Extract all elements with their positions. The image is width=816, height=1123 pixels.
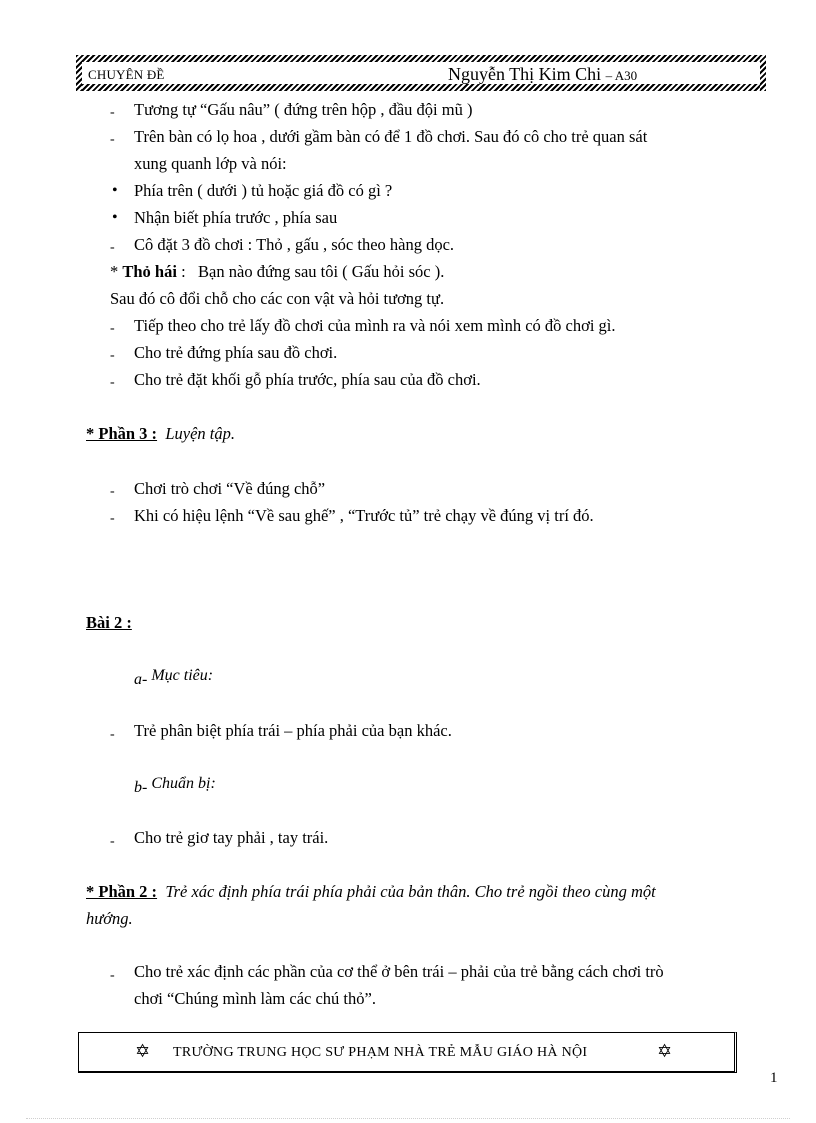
text-line: Phía trên ( dưới ) tủ hoặc giá đồ có gì ? [134, 181, 393, 200]
tho-hai-line [110, 262, 444, 282]
author-name: Nguyễn Thị Kim Chi [448, 64, 602, 84]
dash-marker: - [110, 484, 115, 499]
dash-marker: - [110, 132, 115, 147]
bullet-marker: • [112, 182, 118, 199]
text-line: Cho trẻ giơ tay phải , tay trái. [134, 828, 329, 847]
asterisk: * [110, 262, 123, 281]
school-name: TRƯỜNG TRUNG HỌC SƯ PHẠM NHÀ TRẺ MẪU GIÁO HÀ NỘI [173, 1045, 588, 1060]
text-line: Cho trẻ đặt khối gỗ phía trước, phía sau của đồ chơi. [134, 370, 481, 389]
class-code: – A30 [605, 68, 638, 83]
text-line: Cô đặt 3 đồ chơi : Thỏ , gấu , sóc theo hàng dọc. [134, 235, 455, 254]
header-hatch-left [76, 55, 82, 91]
subheading-letter: b- [134, 779, 148, 796]
text-line: Cho trẻ xác định các phần của cơ thể ở bên trái – phải của trẻ bằng cách chơi trò [134, 962, 664, 981]
text-line: Tiếp theo cho trẻ lấy đồ chơi của mình ra và nói xem mình có đồ chơi gì. [134, 316, 616, 335]
star-of-david-icon: ✡ [657, 1041, 673, 1061]
subheading-letter: a- [134, 671, 148, 688]
text-line: Trẻ phân biệt phía trái – phía phải của bạn khác. [134, 721, 452, 740]
text-line: Chơi trò chơi “Về đúng chỗ” [134, 479, 326, 498]
dash-marker: - [110, 105, 115, 120]
dash-marker: - [110, 834, 115, 849]
lesson-heading: Bài 2 : [86, 613, 132, 632]
colon: : [176, 262, 186, 281]
dash-marker: - [110, 968, 115, 983]
text-line: hướng. [86, 909, 133, 928]
section-label: * Phần 3 : [86, 424, 158, 443]
dash-marker: - [110, 727, 115, 742]
dash-marker: - [110, 348, 115, 363]
subheading-text: Chuẩn bị: [151, 775, 216, 792]
text-line: Sau đó cô đổi chỗ cho các con vật và hỏi tương tự. [110, 289, 445, 308]
text-line: chơi “Chúng mình làm các chú thỏ”. [134, 989, 376, 1008]
text-line: Tương tự “Gấu nâu” ( đứng trên hộp , đầu đội mũ ) [134, 100, 473, 119]
section-phan-3 [86, 424, 235, 444]
section-label: * Phần 2 : [86, 882, 158, 901]
header-topic: CHUYÊN ĐỀ [88, 67, 165, 82]
dash-marker: - [110, 240, 115, 255]
page-header [76, 55, 766, 91]
dash-marker: - [110, 321, 115, 336]
page-footer [78, 1032, 737, 1073]
section-title: Luyện tập. [165, 424, 235, 443]
star-of-david-icon: ✡ [135, 1041, 151, 1061]
text-line: Khi có hiệu lệnh “Về sau ghế” , “Trước tủ” trẻ chạy về đúng vị trí đó. [134, 506, 594, 525]
page-number: 1 [770, 1070, 778, 1086]
section-title: Trẻ xác định phía trái phía phải của bản thân. Cho trẻ ngồi theo cùng một [165, 882, 656, 901]
section-phan-2 [86, 882, 656, 902]
dash-marker: - [110, 375, 115, 390]
tho-hai-label: Thỏ hái [122, 262, 177, 281]
header-author [448, 64, 637, 85]
text-line: Cho trẻ đứng phía sau đồ chơi. [134, 343, 338, 362]
dash-marker: - [110, 511, 115, 526]
text-line: Nhận biết phía trước , phía sau [134, 208, 338, 227]
bullet-marker: • [112, 209, 118, 226]
subheading-text: Mục tiêu: [151, 667, 214, 684]
text-line: Trên bàn có lọ hoa , dưới gầm bàn có để 1 đồ chơi. Sau đó cô cho trẻ quan sát [134, 127, 648, 146]
header-hatch-bottom [76, 84, 766, 91]
header-hatch-right [760, 55, 766, 91]
header-hatch-top [76, 55, 766, 62]
subheading-chuan-bi [134, 774, 216, 798]
text-line: Bạn nào đứng sau tôi ( Gấu hỏi sóc ). [198, 262, 445, 281]
page-bottom-divider [26, 1118, 790, 1119]
subheading-muc-tieu [134, 666, 213, 690]
text-line: xung quanh lớp và nói: [134, 154, 287, 173]
